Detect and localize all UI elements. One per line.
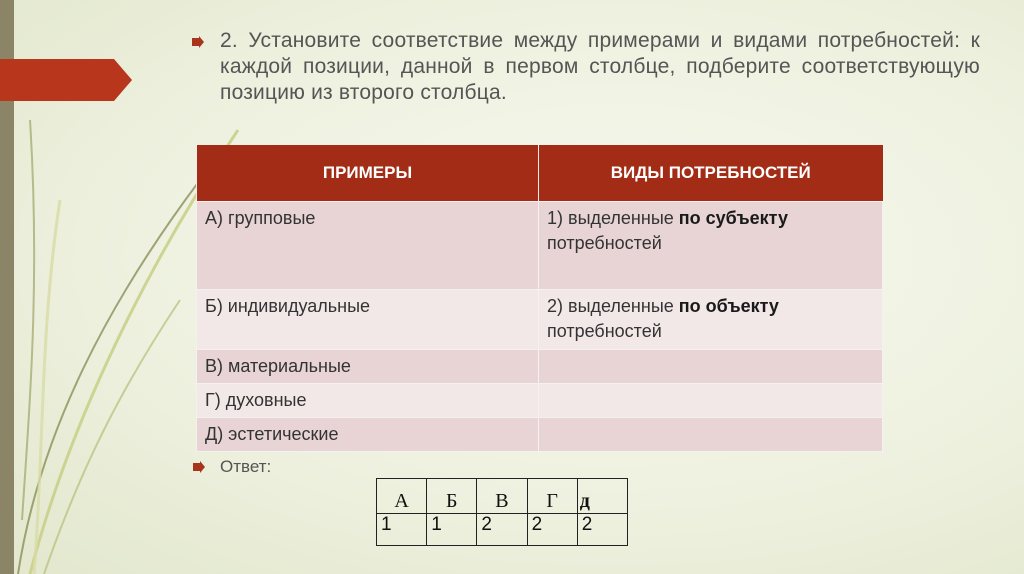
answer-value: 1 bbox=[377, 514, 427, 546]
header-examples: ПРИМЕРЫ bbox=[197, 145, 539, 202]
answer-letter: д bbox=[577, 479, 627, 514]
answer-value: 2 bbox=[527, 514, 577, 546]
answer-letter: Б bbox=[427, 479, 477, 514]
answer-value: 2 bbox=[577, 514, 627, 546]
table-row bbox=[197, 290, 883, 350]
example-cell: Б) индивидуальные bbox=[197, 290, 539, 350]
example-cell: А) групповые bbox=[197, 202, 539, 290]
table-header-row bbox=[197, 145, 883, 202]
need-type-cell bbox=[539, 418, 883, 452]
title-arrow-shape bbox=[0, 59, 132, 101]
answer-label: Ответ: bbox=[220, 457, 272, 476]
example-cell: В) материальные bbox=[197, 350, 539, 384]
answer-table bbox=[376, 478, 628, 546]
need-type-cell: 2) выделенные по объекту потребностей bbox=[539, 290, 883, 350]
header-need-types: ВИДЫ ПОТРЕБНОСТЕЙ bbox=[539, 145, 883, 202]
table-row bbox=[197, 350, 883, 384]
answer-letter: А bbox=[377, 479, 427, 514]
answer-value: 2 bbox=[477, 514, 527, 546]
answer-value: 1 bbox=[427, 514, 477, 546]
example-cell: Д) эстетические bbox=[197, 418, 539, 452]
answer-values-row bbox=[377, 514, 628, 546]
bullet-arrow-icon bbox=[192, 36, 204, 48]
bullet-arrow-icon bbox=[193, 461, 205, 473]
table-row bbox=[197, 202, 883, 290]
answer-letter: Г bbox=[527, 479, 577, 514]
table-row bbox=[197, 418, 883, 452]
answer-letters-row bbox=[377, 479, 628, 514]
need-type-cell bbox=[539, 384, 883, 418]
task-title: 2. Установите соответствие между примерами и видами потребностей: к каждой позиции, данной в первом столбце, подберите соответствующую позицию из второго столбца. bbox=[220, 29, 980, 104]
need-type-cell bbox=[539, 350, 883, 384]
answer-letter: В bbox=[477, 479, 527, 514]
matching-table bbox=[196, 145, 883, 452]
example-cell: Г) духовные bbox=[197, 384, 539, 418]
table-row bbox=[197, 384, 883, 418]
need-type-cell: 1) выделенные по субъекту потребностей bbox=[539, 202, 883, 290]
